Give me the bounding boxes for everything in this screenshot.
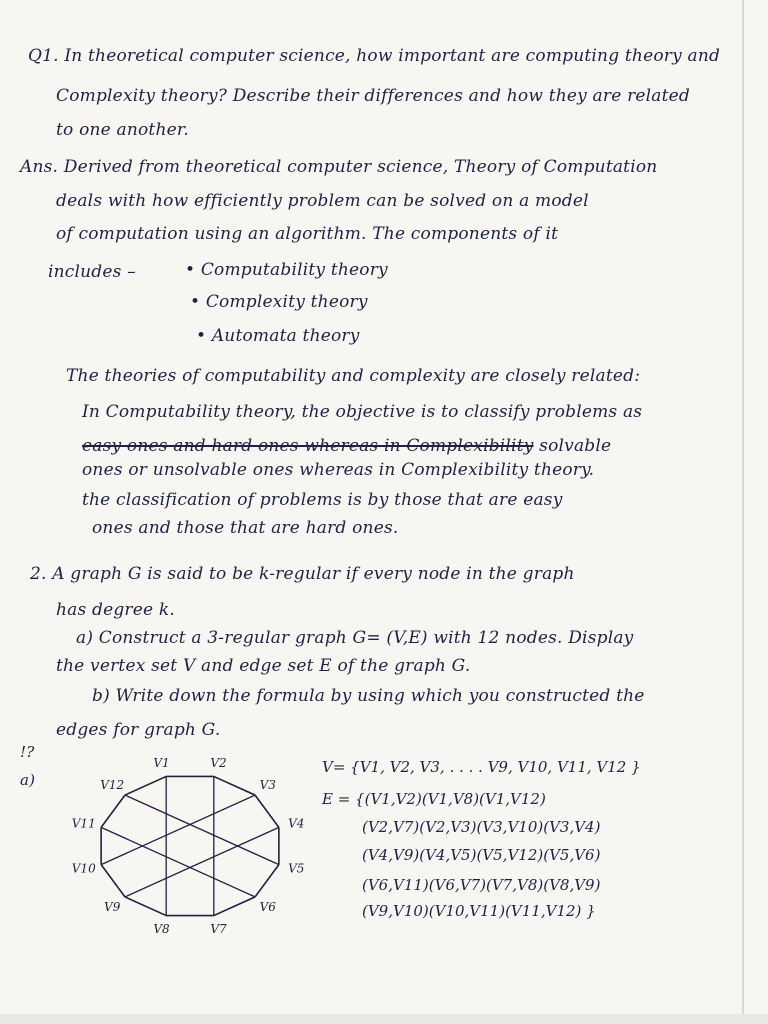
vertex-label: V1 [153, 755, 170, 770]
edge-set-line-3: (V4,V9)(V4,V5)(V5,V12)(V5,V6) [362, 846, 601, 864]
component-automata: • Automata theory [196, 326, 360, 346]
vertex-label: V6 [259, 899, 276, 914]
vertex-label: V5 [288, 861, 305, 876]
chord-edge [101, 827, 255, 897]
margin-a-label: a) [20, 771, 36, 789]
ans1-line-4: includes – [48, 262, 136, 282]
edge-set-line-2: (V2,V7)(V2,V3)(V3,V10)(V3,V4) [362, 818, 601, 836]
graph-edges [101, 776, 279, 915]
edge-set-line-4: (V6,V11)(V6,V7)(V7,V8)(V8,V9) [362, 876, 601, 894]
vertex-label: V7 [210, 922, 227, 937]
q1-line-1: Q1. In theoretical computer science, how important are computing theory and [28, 46, 721, 66]
q2-line-1: 2. A graph G is said to be k-regular if every node in the graph [30, 564, 575, 584]
vertex-label: V10 [71, 861, 96, 876]
cycle-edge [255, 865, 279, 897]
edge-set-line-5: (V9,V10)(V10,V11)(V11,V12) } [362, 902, 596, 920]
vertex-label: V3 [259, 778, 276, 793]
q1-line-3: to one another. [56, 120, 189, 140]
vertex-label: V11 [71, 816, 96, 831]
q2-line-5: b) Write down the formula by using which you constructed the [92, 686, 645, 706]
page-edge [742, 0, 744, 1024]
vertex-label: V2 [210, 755, 227, 770]
margin-number: !? [20, 743, 35, 761]
chord-edge [101, 795, 255, 865]
cycle-edge [255, 795, 279, 827]
ans1-line-3: of computation using an algorithm. The components of it [56, 224, 559, 244]
cycle-edge [125, 776, 166, 795]
ans1-line-2: deals with how efficiently problem can be solved on a model [56, 191, 589, 211]
q1-line-2: Complexity theory? Describe their differences and how they are related [56, 86, 691, 106]
chord-edge [125, 827, 279, 897]
cycle-edge [125, 897, 166, 916]
edge-set-line-1: E = {(V1,V2)(V1,V8)(V1,V12) [322, 790, 546, 808]
ans1-line-1: Ans. Derived from theoretical computer science, Theory of Computation [20, 157, 658, 177]
ans1-para2-2: the classification of problems is by those that are easy [82, 490, 563, 510]
vertex-label: V9 [104, 899, 121, 914]
cycle-edge [101, 865, 125, 897]
vertex-label: V4 [288, 816, 305, 831]
q2-line-4: the vertex set V and edge set E of the graph G. [56, 656, 471, 676]
vertex-label: V8 [153, 922, 170, 937]
q2-line-3: a) Construct a 3-regular graph G= (V,E) with 12 nodes. Display [76, 628, 634, 648]
ans1-para2-1: ones or unsolvable ones whereas in Complexibility theory. [82, 460, 595, 480]
ans1-para-2: In Computability theory, the objective is to classify problems as [82, 402, 643, 422]
graph-labels [72, 756, 305, 936]
vertex-label: V12 [100, 778, 125, 793]
ans1-struck-text: easy ones and hard ones whereas in Complexibility [82, 436, 534, 456]
chord-edge [125, 795, 279, 865]
q2-line-2: has degree k. [56, 600, 175, 620]
ans1-struck-tail: solvable [539, 436, 612, 456]
cycle-edge [214, 776, 255, 795]
bottom-strip [0, 1014, 768, 1024]
component-computability: • Computability theory [185, 260, 388, 280]
component-complexity: • Complexity theory [190, 292, 368, 312]
vertex-set: V= {V1, V2, V3, . . . . V9, V10, V11, V12 } [322, 758, 641, 776]
ans1-para-1: The theories of computability and complexity are closely related: [66, 366, 641, 386]
q2-line-6: edges for graph G. [56, 720, 221, 740]
ans1-para2-3: ones and those that are hard ones. [92, 518, 399, 538]
regular-graph-figure [60, 752, 316, 942]
cycle-edge [214, 897, 255, 916]
cycle-edge [101, 795, 125, 827]
ans1-struck [82, 436, 611, 456]
